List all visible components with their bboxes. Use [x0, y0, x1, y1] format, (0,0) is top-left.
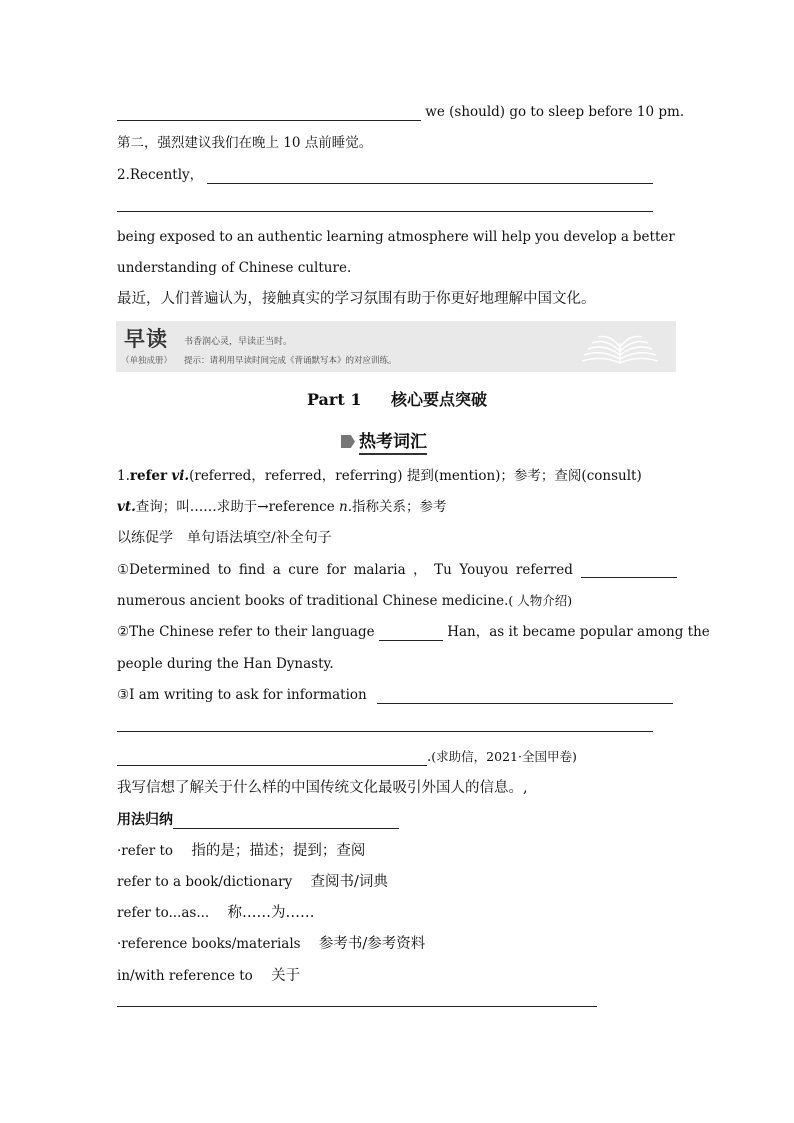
open-book-icon [580, 329, 660, 367]
question-2-line-2: people during the Han Dynasty. [117, 656, 334, 672]
practice-label: 以练促学 单句语法填空/补全句子 [117, 530, 332, 546]
banner-subtitle: （单独成册） [121, 356, 173, 366]
section-heading [341, 427, 427, 452]
question-3-start: ③I am writing to ask for information [117, 687, 367, 703]
usage-rule [173, 816, 399, 829]
usage-item-cn: 关于 [271, 968, 301, 984]
question-2-start: ②The Chinese refer to their language [117, 624, 375, 640]
question-1-word: for [326, 562, 347, 578]
answer-blank[interactable] [207, 169, 653, 184]
question-1-word: to [217, 562, 232, 578]
banner-motto: 书香润心灵，早读正当时。 [184, 337, 293, 347]
intro-word: you [535, 229, 560, 245]
intro-line-3 [117, 228, 675, 246]
intro-word: atmosphere [387, 229, 469, 245]
question-1-word: find [238, 562, 266, 578]
usage-item [117, 967, 300, 985]
part-heading [0, 387, 794, 410]
question-1-text: numerous ancient books of traditional Chinese medicine. [117, 593, 509, 609]
intro-word: an [236, 229, 254, 245]
entry-forms: (referred，referred，referring) 提到(mention)；参考；查阅(consult) [189, 468, 642, 484]
divider-line [117, 1006, 597, 1007]
intro-word: better [632, 229, 675, 245]
intro-line-1-cn: 第二，强烈建议我们在晚上 10 点前睡觉。 [117, 135, 373, 151]
usage-item-cn: 查阅书/词典 [310, 874, 388, 890]
answer-blank[interactable] [379, 626, 443, 641]
usage-item-en: ·reference books/materials [117, 936, 301, 952]
section-marker-icon [341, 435, 355, 448]
question-1-source: ( 人物介绍) [508, 593, 573, 608]
intro-line-2 [117, 166, 653, 184]
usage-label: 用法归纳 [117, 812, 173, 828]
n-meaning: 指称关系；参考 [352, 499, 447, 515]
usage-item [117, 904, 315, 922]
intro-word: authentic [257, 229, 323, 245]
question-1-word: cure [288, 562, 319, 578]
question-3-source: (求助信，2021·全国甲卷) [431, 749, 577, 764]
entry-vt-line [117, 498, 447, 516]
usage-item-en: refer to...as... [117, 905, 210, 921]
usage-item [117, 842, 365, 860]
question-2-line-1 [117, 623, 710, 641]
question-1-word: a [272, 562, 281, 578]
question-1-line-2 [117, 592, 572, 610]
usage-item-cn: 称……为…… [227, 905, 315, 921]
banner-title: 早读 [124, 326, 168, 351]
question-1-word: ， [413, 562, 427, 578]
usage-item-en: ·refer to [117, 843, 174, 859]
intro-word: develop [563, 229, 617, 245]
intro-word: learning [326, 229, 384, 245]
intro-word: being [117, 229, 156, 245]
entry-headword-line [117, 467, 642, 485]
intro-line-4-cn: 最近，人们普遍认为，接触真实的学习氛围有助于你更好地理解中国文化。 [117, 291, 596, 307]
morning-reading-banner [116, 321, 676, 372]
usage-item-cn: 指的是；描述；提到；查阅 [191, 843, 366, 859]
entry-word: refer [129, 468, 168, 484]
usage-item [117, 935, 425, 953]
banner-hint: 提示：请利用早读时间完成《背诵默写本》的对应训练。 [184, 356, 397, 366]
answer-blank[interactable] [377, 689, 673, 704]
question-1-word: Tu [434, 562, 452, 578]
answer-line[interactable] [117, 211, 653, 212]
question-1-word: referred [515, 562, 573, 578]
usage-item-cn: 参考书/参考资料 [318, 936, 426, 952]
answer-line[interactable] [117, 731, 653, 732]
usage-item-en: in/with reference to [117, 968, 253, 984]
intro-word: exposed [159, 229, 216, 245]
question-3-cn: 我写信想了解关于什么样的中国传统文化最吸引外国人的信息。, [117, 780, 528, 796]
vt-meaning: 查询；叫……求助于→reference [135, 499, 335, 515]
pos-vt: vt. [117, 499, 136, 515]
question-1-line-1 [117, 561, 579, 579]
answer-blank[interactable] [117, 751, 427, 766]
answer-blank[interactable] [117, 106, 421, 121]
intro-word: will [472, 229, 498, 245]
question-2-end: Han，as it became popular among the [447, 624, 710, 640]
part-title: 核心要点突破 [391, 390, 488, 409]
question-1-word: ①Determined [117, 562, 211, 578]
intro-word: a [620, 229, 629, 245]
question-3-line-1 [117, 686, 673, 704]
usage-header [117, 811, 399, 829]
intro-line-2-prefix: 2.Recently， [117, 167, 204, 183]
usage-item-en: refer to a book/dictionary [117, 874, 293, 890]
question-3-line-3 [117, 748, 577, 766]
part-label: Part 1 [306, 390, 362, 409]
answer-blank[interactable] [581, 563, 677, 578]
question-1-word: Youyou [459, 562, 509, 578]
intro-word: help [501, 229, 531, 245]
entry-number: 1. [117, 468, 130, 484]
intro-line-1 [117, 103, 684, 121]
section-title: 热考词汇 [359, 432, 427, 455]
question-3-end: . [427, 749, 432, 765]
intro-word: to [219, 229, 233, 245]
question-1-word: malaria [353, 562, 406, 578]
intro-line-4: understanding of Chinese culture. [117, 260, 352, 276]
usage-item [117, 873, 388, 891]
intro-line-1-tail: we (should) go to sleep before 10 pm. [425, 104, 685, 120]
pos-n: n. [339, 499, 353, 515]
pos-vi: vi. [171, 468, 190, 484]
